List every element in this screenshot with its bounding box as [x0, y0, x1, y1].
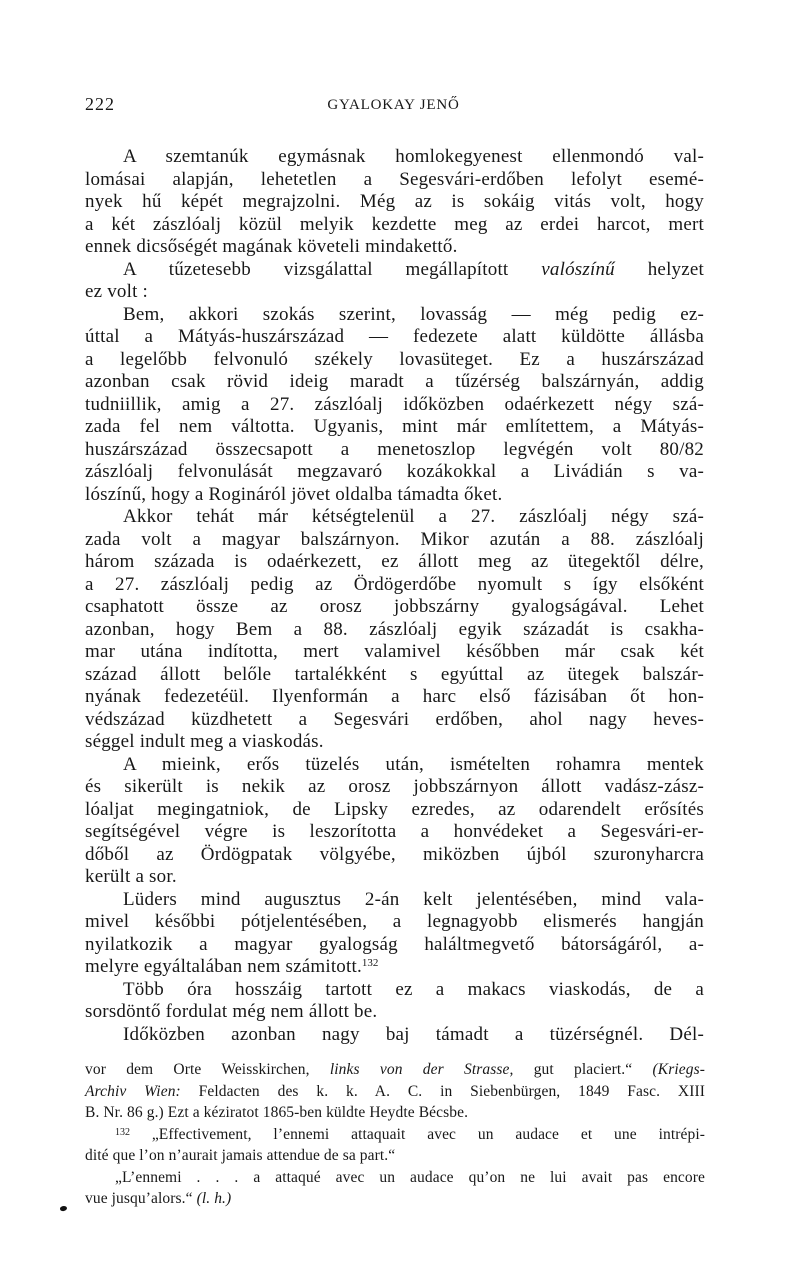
- text-line: „L’ennemi . . . a attaqué avec un audace qu’on ne lui avait pas encore: [115, 1168, 705, 1186]
- paragraph: [85, 754, 704, 889]
- text-line: ez volt :: [85, 281, 149, 302]
- text-line: dité que l’on n’aurait jamais attendue de sa part.“: [85, 1147, 396, 1164]
- running-header: GYALOKAY JENŐ: [327, 97, 460, 113]
- page-number: 222: [85, 94, 115, 114]
- text-line: zada volt a magyar balszárnyon. Mikor azután a 88. zászlóalj: [85, 528, 704, 550]
- text-line: Több óra hosszáig tartott ez a makacs viaskodás, de a: [123, 978, 704, 1000]
- text-line: azonban csak rövid ideig maradt a tűzérség balszárnyán, addig: [85, 371, 704, 392]
- text-line: mivel későbbi pótjelentésében, a legnagyobb elismerés hangján: [85, 911, 704, 932]
- text-line: A szemtanúk egymásnak homlokegyenest ellenmondó val-: [123, 146, 704, 167]
- text-line: úttal a Mátyás-huszárszázad — fedezete alatt küldötte állásba: [85, 326, 704, 347]
- text-line: A tűzetesebb vizsgálattal megállapított valószínű helyzet: [123, 258, 704, 280]
- text-line: a legelőbb felvonuló székely lovasüteget. Ez a huszárszázad: [85, 348, 704, 370]
- footnotes: [85, 1059, 705, 1210]
- text-line: a 27. zászlóalj pedig az Ördögerdőbe nyomult s így elsőként: [85, 573, 704, 595]
- text-line: a két zászlóalj közül melyik kezdette meg az erdei harcot, mert: [85, 213, 704, 235]
- paragraph: [85, 146, 704, 259]
- text-line: sorsdöntő fordulat még nem állott be.: [85, 1001, 378, 1022]
- paragraph: [85, 979, 704, 1024]
- text-line: és sikerült is nekik az orosz jobbszárnyon állott vadász-zász-: [85, 776, 704, 797]
- text-line: lószínű, hogy a Rogináról jövet oldalba támadta őket.: [85, 483, 503, 505]
- paragraph: [85, 259, 704, 304]
- text-line: Időközben azonban nagy baj támadt a tüzérségnél. Dél-: [123, 1023, 704, 1045]
- text-line: nyilatkozik a magyar gyalogság haláltmegvető bátorságáról, a-: [85, 933, 704, 955]
- text-line: huszárszázad összecsapott a menetoszlop legvégén volt 80/82: [85, 438, 704, 460]
- body-text: [85, 146, 704, 1046]
- text-line: segítségével végre is leszorította a honvédeket a Segesvári-er-: [85, 821, 704, 842]
- text-line: tudniillik, amig a 27. zászlóalj időközben odaérkezett négy szá-: [85, 393, 704, 415]
- text-line: zada fel nem váltotta. Ugyanis, mint már említettem, a Mátyás-: [85, 416, 704, 437]
- text-line: vue jusqu’alors.“ (l. h.): [85, 1190, 232, 1207]
- ink-speck: [59, 1205, 67, 1212]
- text-line: csaphatott össze az orosz jobbszárny gyalogságával. Lehet: [85, 596, 704, 617]
- text-line: nyek hű képét megrajzolni. Még az is sokáig vitás volt, hogy: [85, 191, 704, 212]
- text-line: Archiv Wien: Feldacten des k. k. A. C. in Siebenbürgen, 1849 Fasc. XIII: [85, 1082, 705, 1100]
- text-line: lóaljat megingatniok, de Lipsky ezredes, az odarendelt erősítés: [85, 798, 704, 820]
- text-line: dőből az Ördögpatak völgyébe, miközben újból szuronyharcra: [85, 843, 704, 865]
- text-line: nyának fedezetéül. Ilyenformán a harc első fázisában őt hon-: [85, 686, 704, 707]
- paragraph: [85, 506, 704, 754]
- text-line: $^{132}$ „Effectivement, l’ennemi attaquait avec un audace et une intrépi-: [115, 1125, 705, 1143]
- paragraph: [85, 1024, 704, 1047]
- text-line: három százada is odaérkezett, ez állott meg az ütegektől délre,: [85, 551, 704, 572]
- text-line: Bem, akkori szokás szerint, lovasság — még pedig ez-: [123, 303, 704, 325]
- text-line: vor dem Orte Weisskirchen, links von der Strasse, gut placiert.“ (Kriegs-: [85, 1061, 705, 1078]
- text-line: azonban, hogy Bem a 88. zászlóalj egyik századát is csakha-: [85, 618, 704, 640]
- paragraph: [85, 889, 704, 979]
- text-line: zászlóalj felvonulását megzavaró kozákokkal a Livádián s va-: [85, 461, 704, 482]
- text-line: Lüders mind augusztus 2-án kelt jelentésében, mind vala-: [123, 888, 704, 910]
- text-line: század állott belőle tartalékként s egyúttal az ütegek balszár-: [85, 663, 704, 685]
- text-line: Akkor tehát már kétségtelenül a 27. zászlóalj négy szá-: [123, 506, 704, 527]
- text-line: melyre egyáltalában nem számitott.$^{132}$: [85, 956, 379, 977]
- text-line: került a sor.: [85, 866, 177, 887]
- paragraph: [85, 304, 704, 507]
- text-line: séggel indult meg a viaskodás.: [85, 731, 324, 752]
- text-line: lomásai alapján, lehetetlen a Segesvári-erdőben lefolyt esemé-: [85, 168, 704, 190]
- text-line: védszázad küzdhetett a Segesvári erdőben, ahol nagy heves-: [85, 708, 704, 730]
- text-line: A mieink, erős tüzelés után, ismételten rohamra mentek: [123, 753, 704, 775]
- text-line: B. Nr. 86 g.) Ezt a kéziratot 1865-ben küldte Heydte Bécsbe.: [85, 1104, 469, 1121]
- text-line: ennek dicsőségét magának követeli mindakettő.: [85, 236, 458, 257]
- text-line: mar utána indította, mert valamivel későbben már csak két: [85, 641, 704, 662]
